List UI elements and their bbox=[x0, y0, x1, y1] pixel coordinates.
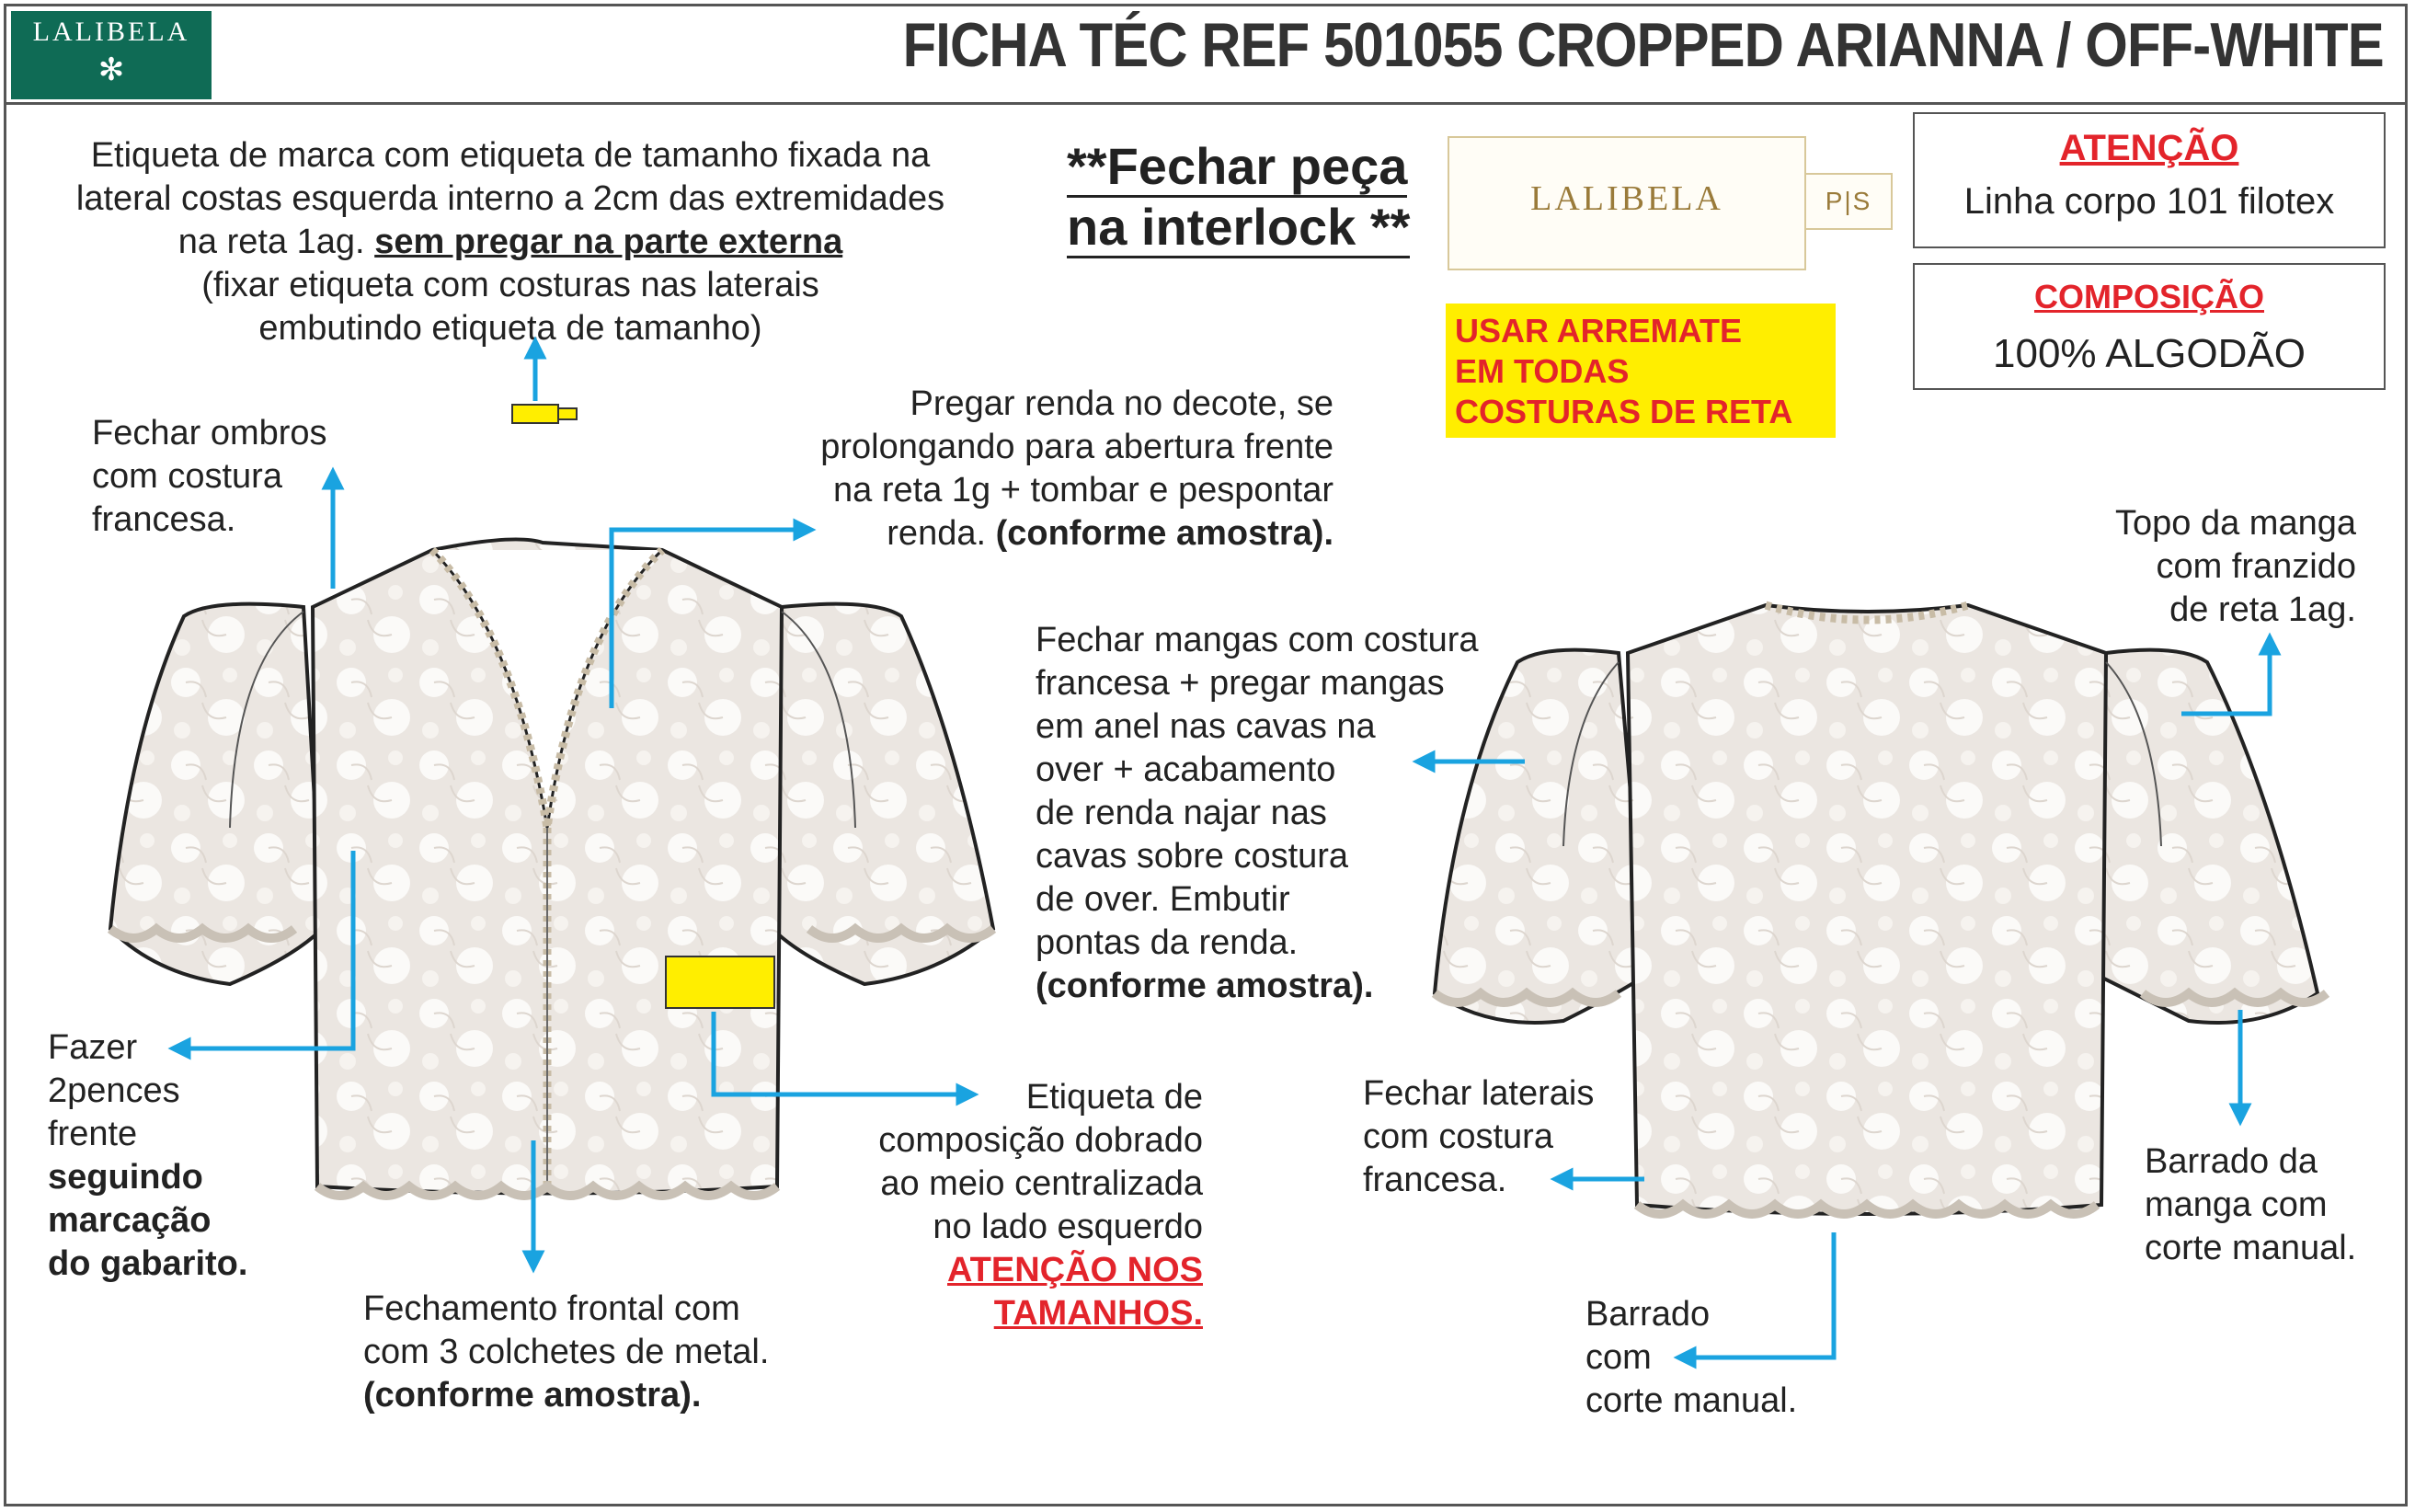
attention-text: Linha corpo 101 filotex bbox=[1963, 181, 2335, 222]
note-line: Topo da manga bbox=[2115, 504, 2356, 543]
note-line: Barrado bbox=[1585, 1295, 1711, 1334]
note-line: em anel nas cavas na bbox=[1036, 707, 1376, 746]
note-line: corte manual. bbox=[2145, 1229, 2357, 1267]
note-line: de over. Embutir bbox=[1036, 880, 1290, 919]
note-alert: TAMANHOS. bbox=[993, 1294, 1203, 1333]
note-line: Etiqueta de bbox=[1025, 1078, 1203, 1117]
note-line: ao meio centralizada bbox=[880, 1164, 1203, 1203]
small-label-icon bbox=[512, 405, 577, 423]
composition-label-icon bbox=[666, 956, 774, 1008]
note-front-closure bbox=[363, 1288, 769, 1417]
note-line: Fechar laterais bbox=[1363, 1074, 1595, 1113]
note-line: com costura bbox=[92, 457, 282, 496]
size-tag: P|S bbox=[1804, 173, 1893, 230]
note-line: com bbox=[1585, 1338, 1652, 1377]
note-line: Fechamento frontal com bbox=[363, 1289, 740, 1328]
note-line: com 3 colchetes de metal. bbox=[363, 1333, 770, 1371]
note-hem bbox=[1585, 1293, 1797, 1423]
note-emphasis: sem pregar na parte externa bbox=[374, 223, 843, 261]
note-line: over + acabamento bbox=[1036, 750, 1336, 789]
note-line: de renda najar nas bbox=[1036, 794, 1327, 832]
finishing-line: COSTURAS DE RETA bbox=[1455, 393, 1793, 430]
note-line: Etiqueta de marca com etiqueta de tamanho fixada na bbox=[90, 136, 931, 175]
bee-icon: ✻ bbox=[97, 52, 125, 87]
note-line: na reta 1g + tombar e pespontar bbox=[833, 471, 1333, 510]
composition-text: 100% ALGODÃO bbox=[1993, 331, 2306, 376]
note-line: com costura bbox=[1363, 1117, 1553, 1156]
label-card-brand: LALIBELA bbox=[1530, 179, 1723, 218]
note-line: frente bbox=[48, 1115, 138, 1153]
note-neckline bbox=[717, 383, 1333, 556]
note-sleeve-hem bbox=[2145, 1140, 2356, 1270]
brand-logo-text: LALIBELA bbox=[32, 17, 190, 47]
note-composition-label bbox=[809, 1076, 1203, 1335]
note-emphasis: (conforme amostra). bbox=[995, 514, 1333, 553]
note-line: Fechar mangas com costura bbox=[1036, 621, 1479, 659]
note-line: 2pences bbox=[48, 1071, 180, 1110]
interlock-line: na interlock ** bbox=[1067, 198, 1410, 258]
note-shoulders bbox=[92, 412, 327, 542]
note-line: de reta 1ag. bbox=[2169, 590, 2356, 629]
note-emphasis: marcação bbox=[48, 1201, 212, 1240]
note-line: lateral costas esquerda interno a 2cm das extremidades bbox=[75, 179, 945, 218]
note-line: com franzido bbox=[2156, 547, 2356, 586]
note-line: composição dobrado bbox=[878, 1121, 1203, 1160]
note-line: (fixar etiqueta com costuras nas laterais bbox=[201, 266, 819, 304]
note-line: Fechar ombros bbox=[92, 414, 327, 452]
finishing-line: USAR ARREMATE bbox=[1455, 312, 1742, 349]
page-title: FICHA TÉC REF 501055 CROPPED ARIANNA / OFF-WHITE bbox=[902, 10, 2384, 80]
note-line: embutindo etiqueta de tamanho) bbox=[258, 309, 762, 348]
note-emphasis: do gabarito. bbox=[48, 1244, 248, 1283]
note-line: Barrado da bbox=[2145, 1142, 2318, 1181]
note-line: Pregar renda no decote, se bbox=[910, 384, 1333, 423]
note-emphasis: (conforme amostra). bbox=[363, 1376, 702, 1415]
interlock-line: **Fechar peça bbox=[1067, 137, 1407, 198]
note-line: cavas sobre costura bbox=[1036, 837, 1349, 876]
note-pences bbox=[48, 1026, 247, 1286]
note-alert: ATENÇÃO NOS bbox=[947, 1251, 1203, 1289]
note-line: francesa. bbox=[1363, 1161, 1507, 1199]
note-line: Fazer bbox=[48, 1028, 138, 1067]
note-line: francesa + pregar mangas bbox=[1036, 664, 1445, 703]
note-line: manga com bbox=[2145, 1186, 2328, 1224]
note-sleeves bbox=[1036, 619, 1479, 1008]
note-line: renda. bbox=[887, 514, 987, 553]
note-line: pontas da renda. bbox=[1036, 923, 1299, 962]
note-line: prolongando para abertura frente bbox=[820, 428, 1333, 466]
note-line: na reta 1ag. bbox=[177, 223, 365, 261]
composition-heading: COMPOSIÇÃO bbox=[2033, 278, 2264, 315]
note-line: francesa. bbox=[92, 500, 236, 539]
note-sides bbox=[1363, 1072, 1594, 1202]
note-line: corte manual. bbox=[1585, 1381, 1798, 1420]
attention-heading: ATENÇÃO bbox=[2059, 128, 2239, 168]
note-emphasis: seguindo bbox=[48, 1158, 203, 1197]
note-line: no lado esquerdo bbox=[933, 1208, 1203, 1246]
note-sleeve-top bbox=[2005, 502, 2356, 632]
finishing-line: EM TODAS bbox=[1455, 352, 1630, 390]
note-emphasis: (conforme amostra). bbox=[1036, 967, 1374, 1005]
